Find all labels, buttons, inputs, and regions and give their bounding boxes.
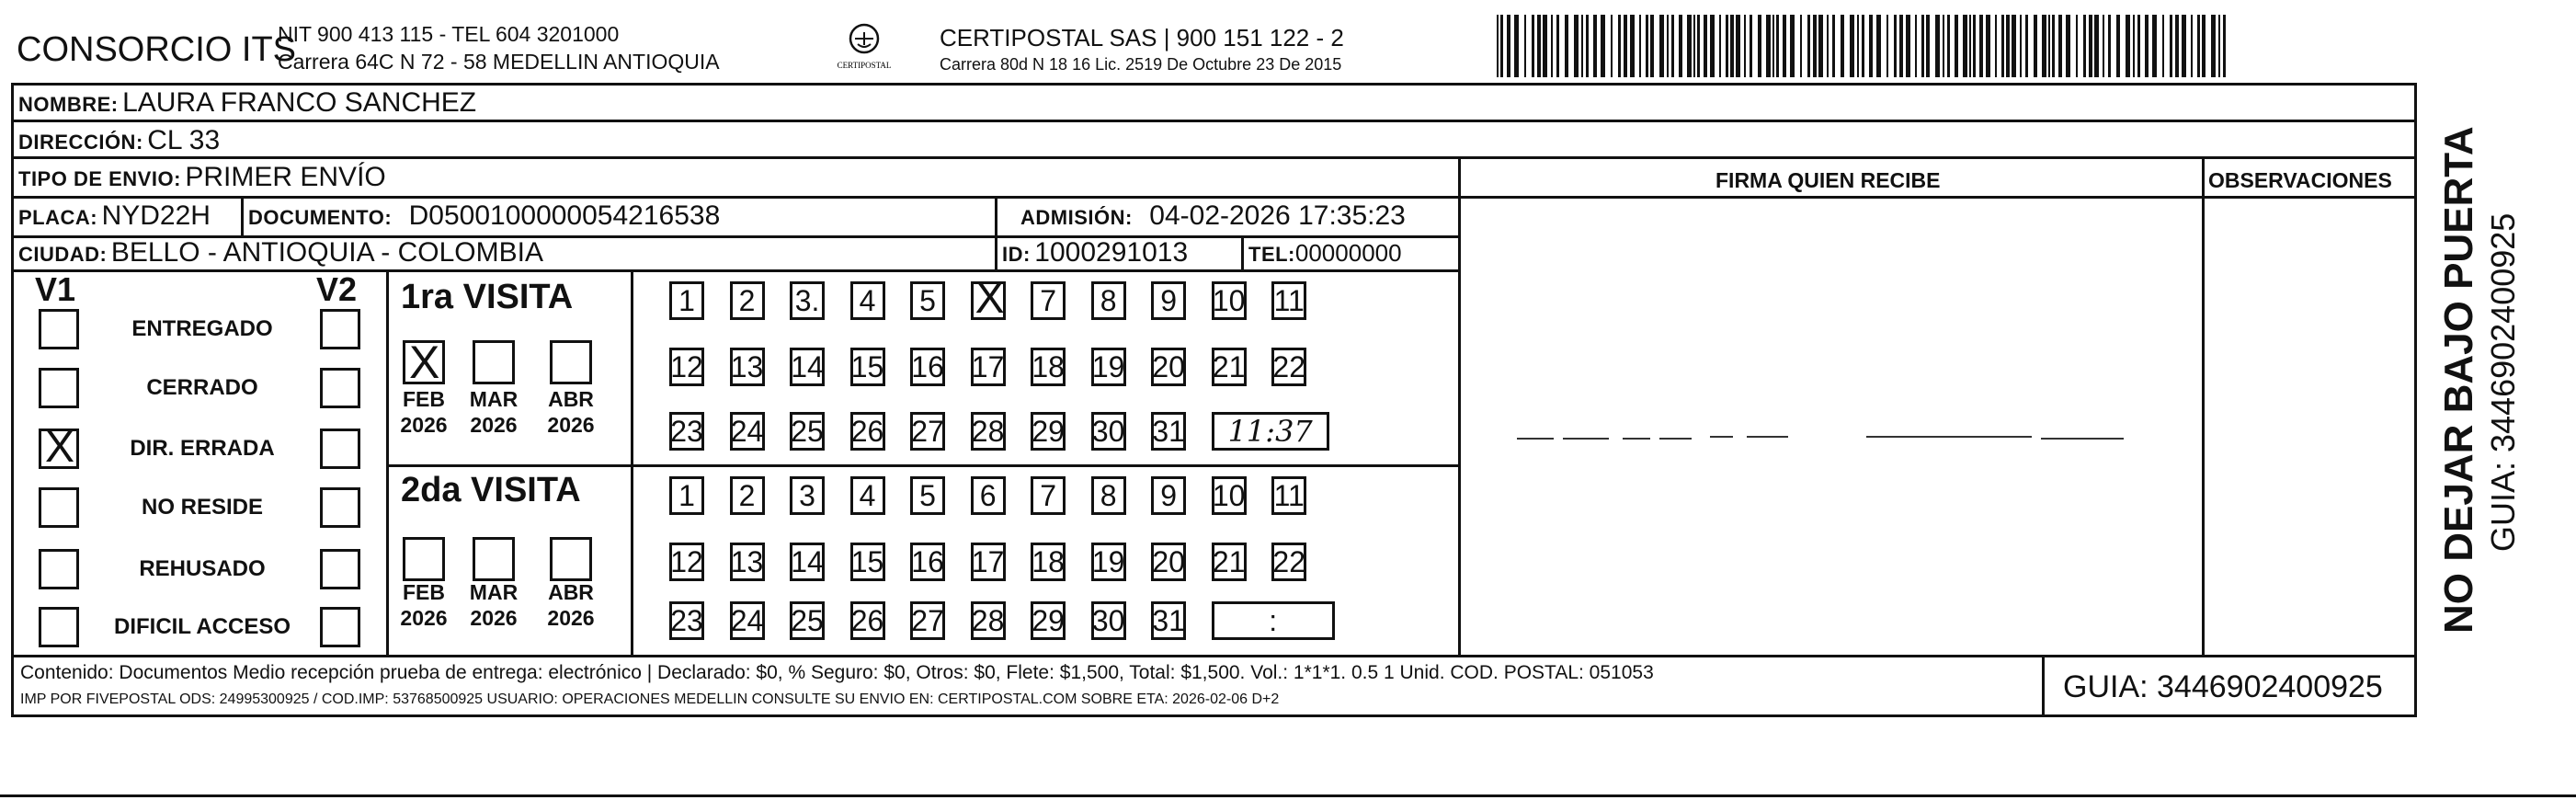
first-visit-day[interactable]: 24 [730, 412, 765, 451]
barcode-bar [1943, 15, 1944, 77]
barcode-bar [2223, 15, 2226, 77]
tel-value: 00000000 [1294, 239, 1402, 267]
barcode-bar [1841, 15, 1844, 77]
barcode-bar [1750, 15, 1752, 77]
barcode-bar [1800, 15, 1802, 77]
barcode-bar [2001, 15, 2004, 77]
check-mark-icon: X [45, 423, 75, 472]
barcode-bar [2089, 15, 2092, 77]
barcode-bar [1973, 15, 1976, 77]
barcode-bar [1899, 15, 1903, 77]
admission-label: ADMISIÓN: [1020, 206, 1133, 229]
first-visit-month-checkbox[interactable] [550, 340, 592, 384]
first-visit-day[interactable]: 4 [850, 281, 885, 320]
barcode-bar [2076, 15, 2078, 77]
first-visit-day[interactable]: 14 [790, 348, 825, 386]
second-visit-day[interactable]: 7 [1031, 476, 1066, 515]
barcode-bar [1556, 15, 1559, 77]
second-visit-day[interactable]: 14 [790, 543, 825, 581]
name-field [18, 87, 476, 119]
barcode-bar [2083, 15, 2086, 77]
barcode-bar [1832, 15, 1835, 77]
second-visit-month-label: MAR 2026 [469, 580, 519, 630]
barcode-bar [1659, 15, 1664, 77]
barcode-bar [1772, 15, 1774, 77]
second-visit-title: 2da VISITA [401, 471, 581, 509]
barcode-bar [1969, 15, 1971, 77]
barcode-bar [1766, 15, 1771, 77]
first-visit-month-checkbox[interactable] [403, 337, 445, 388]
barcode-bar [1926, 15, 1930, 77]
barcode-bar [1687, 15, 1692, 77]
barcode-bar [2145, 15, 2149, 77]
address-value: CL 33 [147, 125, 221, 155]
first-visit-day[interactable]: 17 [971, 348, 1006, 386]
second-visit-day[interactable]: 13 [730, 543, 765, 581]
barcode-bar [1704, 15, 1707, 77]
barcode-bar [1862, 15, 1864, 77]
barcode-bar [2182, 15, 2186, 77]
barcode-bar [2048, 15, 2050, 77]
second-visit-day[interactable]: 17 [971, 543, 1006, 581]
second-visit-day[interactable]: 11 [1271, 476, 1306, 515]
second-visit-day[interactable]: 23 [669, 601, 704, 640]
barcode-bar [1551, 15, 1553, 77]
barcode-bar [1710, 15, 1715, 77]
v1-checkbox[interactable] [39, 487, 79, 528]
second-visit-month-label: FEB 2026 [400, 580, 448, 630]
barcode-bar [2020, 15, 2022, 77]
barcode-bar [1857, 15, 1859, 77]
check-mark-icon: X [409, 337, 440, 388]
shipment-type-label: TIPO DE ENVIO: [18, 167, 181, 190]
second-visit-month-checkbox[interactable] [403, 537, 445, 581]
shipment-type-field [18, 162, 386, 193]
status-label: DIR. ERRADA [130, 436, 275, 461]
second-visit-day[interactable]: 18 [1031, 543, 1066, 581]
second-visit-day[interactable]: 30 [1091, 601, 1126, 640]
id-field [1002, 237, 1188, 269]
observations-label: OBSERVACIONES [2208, 168, 2392, 192]
barcode-bar [1827, 15, 1829, 77]
document-value: D0500100000054216538 [408, 200, 721, 231]
v1-checkbox[interactable] [39, 368, 79, 408]
barcode-bar [1776, 15, 1779, 77]
barcode-bar [1514, 15, 1519, 77]
first-visit-day[interactable]: 30 [1091, 412, 1126, 451]
barcode-bar [1818, 15, 1823, 77]
first-visit-day[interactable]: 12 [669, 348, 704, 386]
v2-checkbox[interactable] [320, 607, 360, 647]
barcode-bar [1500, 15, 1503, 77]
second-visit-day[interactable]: 9 [1151, 476, 1186, 515]
barcode-bar [2058, 15, 2062, 77]
v1-checkbox[interactable] [39, 309, 79, 349]
first-visit-day[interactable]: 9 [1151, 281, 1186, 320]
document-field [248, 200, 720, 232]
barcode-bar [1894, 15, 1897, 77]
barcode-bar [2152, 15, 2157, 77]
second-visit-day[interactable]: 20 [1151, 543, 1186, 581]
second-visit-day[interactable]: 16 [910, 543, 945, 581]
barcode [1495, 15, 2233, 77]
footer-guide: GUIA: 3446902400925 [2063, 669, 2383, 704]
imp-line: IMP POR FIVEPOSTAL ODS: 24995300925 / COD.IMP: 53768500925 USUARIO: OPERACIONES MEDELLIN CONSULTE SU ENVIO EN: CERTIPOSTAL.COM SOBRE ETA: 2026-02-06 D+2 [20, 691, 1280, 707]
barcode-bar [2103, 15, 2104, 77]
barcode-bar [1507, 15, 1510, 77]
operator-details-line1: CERTIPOSTAL SAS | 900 151 122 - 2 [940, 24, 1344, 51]
second-visit-month-checkbox[interactable] [550, 537, 592, 581]
barcode-bar [2191, 15, 2193, 77]
second-visit-day[interactable]: 25 [790, 601, 825, 640]
v2-checkbox[interactable] [320, 309, 360, 349]
barcode-bar [1906, 15, 1910, 77]
barcode-bar [1915, 15, 1917, 77]
barcode-bar [1593, 15, 1597, 77]
barcode-bar [1886, 15, 1888, 77]
first-visit-day[interactable]: 23 [669, 412, 704, 451]
city-label: CIUDAD: [18, 243, 108, 266]
second-visit-day[interactable]: 4 [850, 476, 885, 515]
first-visit-day[interactable]: 3. [790, 281, 825, 320]
barcode-bar [1581, 15, 1583, 77]
barcode-bar [2006, 15, 2010, 77]
barcode-bar [2218, 15, 2220, 77]
status-label: REHUSADO [139, 556, 266, 581]
v1-label: V1 [35, 270, 76, 308]
first-visit-day[interactable]: 7 [1031, 281, 1066, 320]
admission-value: 04-02-2026 17:35:23 [1149, 200, 1406, 231]
first-visit-day[interactable]: 31 [1151, 412, 1186, 451]
barcode-bar [1790, 15, 1795, 77]
second-visit-day[interactable]: 12 [669, 543, 704, 581]
second-visit-day[interactable]: 5 [910, 476, 945, 515]
barcode-bar [1726, 15, 1728, 77]
second-visit-month-label: ABR 2026 [547, 580, 595, 630]
second-visit-day[interactable]: 21 [1212, 543, 1247, 581]
second-visit-month-checkbox[interactable] [473, 537, 515, 581]
first-visit-day[interactable]: 28 [971, 412, 1006, 451]
second-visit-day[interactable]: 6 [971, 476, 1006, 515]
first-visit-month-label: FEB 2026 [400, 387, 448, 437]
barcode-bar [2066, 15, 2070, 77]
first-visit-day[interactable]: 16 [910, 348, 945, 386]
second-visit-day[interactable]: 26 [850, 601, 885, 640]
side-guide: GUIA: 3446902400925 [2484, 212, 2522, 552]
barcode-bar [2175, 15, 2179, 77]
admission-field [1020, 200, 1406, 232]
first-visit-day[interactable]: 13 [730, 348, 765, 386]
barcode-bar [1869, 15, 1873, 77]
status-label: ENTREGADO [131, 316, 273, 341]
barcode-bar [2034, 15, 2037, 77]
barcode-bar [1935, 15, 1940, 77]
barcode-bar [1736, 15, 1740, 77]
second-visit-day[interactable]: 24 [730, 601, 765, 640]
barcode-bar [1744, 15, 1746, 77]
barcode-bar [1807, 15, 1810, 77]
barcode-bar [1537, 15, 1541, 77]
second-visit-day[interactable]: 31 [1151, 601, 1186, 640]
svg-text:CERTIPOSTAL: CERTIPOSTAL [837, 61, 892, 70]
id-label: ID: [1002, 243, 1031, 266]
company-name: CONSORCIO ITS [17, 30, 297, 69]
second-visit-day[interactable]: 2 [730, 476, 765, 515]
barcode-bar [1667, 15, 1669, 77]
barcode-bar [1574, 15, 1579, 77]
first-visit-day[interactable]: 10 [1212, 281, 1247, 320]
first-visit-day[interactable]: 19 [1091, 348, 1126, 386]
first-visit-title: 1ra VISITA [401, 278, 574, 316]
barcode-bar [2162, 15, 2164, 77]
barcode-bar [1693, 15, 1695, 77]
first-visit-day[interactable]: 20 [1151, 348, 1186, 386]
barcode-bar [2211, 15, 2216, 77]
barcode-bar [2052, 15, 2055, 77]
first-visit-day[interactable]: 5 [910, 281, 945, 320]
barcode-bar [1850, 15, 1854, 77]
first-visit-day[interactable]: 21 [1212, 348, 1247, 386]
plate-field [18, 200, 211, 232]
second-visit-day[interactable]: 8 [1091, 476, 1126, 515]
first-visit-day[interactable] [971, 274, 1006, 323]
first-visit-day[interactable]: 26 [850, 412, 885, 451]
name-value: LAURA FRANCO SANCHEZ [122, 87, 477, 118]
address-field [18, 125, 220, 156]
barcode-bar [1979, 15, 1983, 77]
second-visit-day[interactable]: 15 [850, 543, 885, 581]
second-visit-day[interactable]: 19 [1091, 543, 1126, 581]
barcode-bar [1719, 15, 1721, 77]
barcode-bar [1963, 15, 1967, 77]
first-visit-day[interactable]: 2 [730, 281, 765, 320]
barcode-bar [1995, 15, 1997, 77]
barcode-bar [2202, 15, 2206, 77]
barcode-bar [2012, 15, 2016, 77]
barcode-bar [2116, 15, 2120, 77]
first-visit-day[interactable]: 29 [1031, 412, 1066, 451]
barcode-bar [1783, 15, 1786, 77]
first-visit-month-label: ABR 2026 [547, 387, 595, 437]
signature-label: FIRMA QUIEN RECIBE [1715, 168, 1941, 192]
barcode-bar [2126, 15, 2130, 77]
v1-checkbox[interactable] [39, 607, 79, 647]
second-visit-day[interactable]: 22 [1271, 543, 1306, 581]
barcode-bar [2197, 15, 2200, 77]
barcode-bar [2025, 15, 2028, 77]
barcode-bar [1730, 15, 1734, 77]
content-line: Contenido: Documentos Medio recepción prueba de entrega: electrónico | Declarado: $0, % Seguro: $0, Otros: $0, Flete: $1,500, Total: $1,500. Vol.: 1*1*1. 0.5 1 Unid. COD. POSTAL: 051053 [20, 662, 1654, 683]
status-label: CERRADO [146, 375, 258, 400]
barcode-bar [1618, 15, 1621, 77]
id-value: 1000291013 [1034, 237, 1189, 268]
barcode-bar [2042, 15, 2046, 77]
second-visit-day[interactable]: 29 [1031, 601, 1066, 640]
barcode-bar [1947, 15, 1950, 77]
status-label: DIFICIL ACCESO [113, 614, 291, 639]
second-visit-day[interactable]: 27 [910, 601, 945, 640]
barcode-bar [1565, 15, 1568, 77]
v1-checkbox[interactable] [39, 423, 79, 472]
document-label: DOCUMENTO: [248, 206, 393, 229]
barcode-bar [1697, 15, 1700, 77]
city-value: BELLO - ANTIOQUIA - COLOMBIA [110, 237, 543, 268]
barcode-bar [1586, 15, 1589, 77]
second-visit-day[interactable]: 28 [971, 601, 1006, 640]
first-visit-day[interactable]: 27 [910, 412, 945, 451]
certipostal-logo [823, 20, 906, 75]
barcode-bar [1813, 15, 1817, 77]
barcode-bar [1876, 15, 1881, 77]
barcode-bar [1646, 15, 1648, 77]
barcode-bar [2133, 15, 2135, 77]
first-visit-day[interactable]: 8 [1091, 281, 1126, 320]
first-visit-time-field[interactable]: 11:37 [1212, 412, 1329, 451]
barcode-bar [1921, 15, 1924, 77]
second-visit-time-field[interactable]: : [1212, 601, 1335, 640]
city-field [18, 237, 543, 269]
barcode-bar [1601, 15, 1605, 77]
shipment-type-value: PRIMER ENVÍO [185, 162, 386, 192]
status-label: NO RESIDE [141, 495, 264, 520]
barcode-bar [1611, 15, 1613, 77]
first-visit-day[interactable]: 11 [1271, 281, 1306, 320]
first-visit-day[interactable]: 25 [790, 412, 825, 451]
second-visit-day[interactable]: 3 [790, 476, 825, 515]
first-visit-day[interactable]: 18 [1031, 348, 1066, 386]
barcode-bar [1639, 15, 1641, 77]
v2-checkbox[interactable] [320, 549, 360, 589]
operator-details-line2: Carrera 80d N 18 16 Lic. 2519 De Octubre 23 De 2015 [940, 55, 1342, 74]
barcode-bar [1679, 15, 1682, 77]
side-warning: NO DEJAR BAJO PUERTA [2436, 126, 2481, 634]
barcode-bar [1671, 15, 1674, 77]
barcode-bar [1955, 15, 1958, 77]
barcode-bar [1624, 15, 1627, 77]
company-details-line1: NIT 900 413 115 - TEL 604 3201000 [278, 22, 620, 46]
plate-value: NYD22H [101, 200, 211, 231]
second-visit-day[interactable]: 10 [1212, 476, 1247, 515]
v1-checkbox[interactable] [39, 549, 79, 589]
v2-checkbox[interactable] [320, 368, 360, 408]
barcode-bar [1497, 15, 1499, 77]
first-visit-day[interactable]: 15 [850, 348, 885, 386]
v2-checkbox[interactable] [320, 487, 360, 528]
barcode-bar [1630, 15, 1635, 77]
name-label: NOMBRE: [18, 93, 119, 116]
first-visit-day[interactable]: 22 [1271, 348, 1306, 386]
tel-label: TEL: [1248, 243, 1295, 266]
v2-label: V2 [316, 270, 358, 308]
barcode-bar [1543, 15, 1547, 77]
first-visit-day[interactable]: 1 [669, 281, 704, 320]
first-visit-month-label: MAR 2026 [469, 387, 519, 437]
plate-label: PLACA: [18, 206, 98, 229]
barcode-bar [2108, 15, 2111, 77]
first-visit-month-checkbox[interactable] [473, 340, 515, 384]
company-details-line2: Carrera 64C N 72 - 58 MEDELLIN ANTIOQUIA [278, 50, 720, 74]
tel-field [1248, 239, 1402, 268]
v2-checkbox[interactable] [320, 429, 360, 469]
barcode-bar [2137, 15, 2140, 77]
address-label: DIRECCIÓN: [18, 131, 143, 154]
second-visit-day[interactable]: 1 [669, 476, 704, 515]
barcode-bar [1758, 15, 1761, 77]
check-mark-icon: X [975, 274, 1005, 323]
barcode-bar [2094, 15, 2099, 77]
barcode-bar [1650, 15, 1654, 77]
barcode-bar [1524, 15, 1526, 77]
barcode-bar [2170, 15, 2172, 77]
barcode-bar [1532, 15, 1534, 77]
barcode-bar [1986, 15, 1990, 77]
